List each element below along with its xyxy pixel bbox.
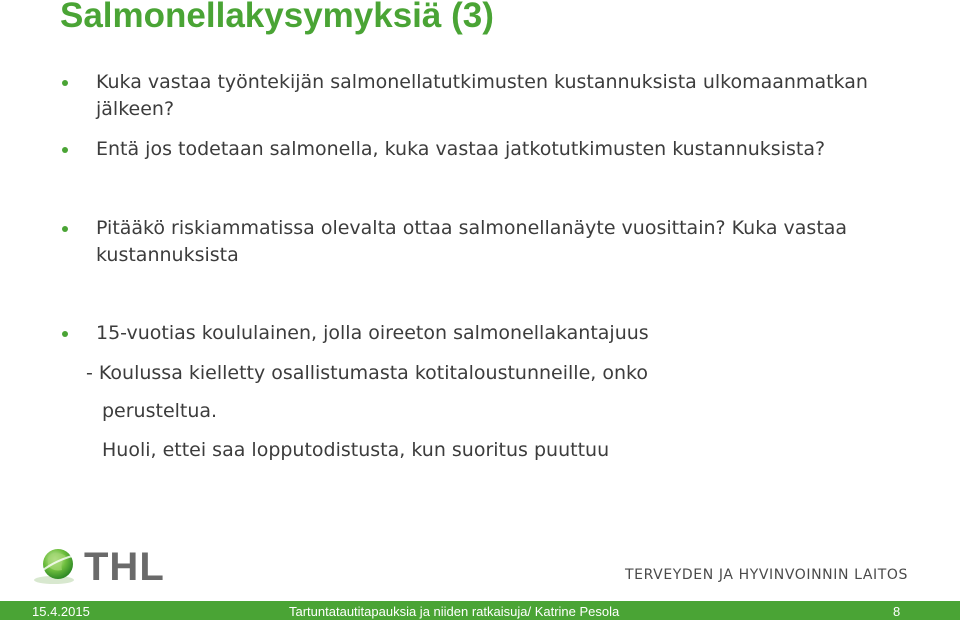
bullet-dot-icon — [62, 226, 68, 232]
organization-name: TERVEYDEN JA HYVINVOINNIN LAITOS — [624, 567, 908, 583]
bullet-text: Entä jos todetaan salmonella, kuka vastaa jatkotutkimusten kustannuksista? — [96, 138, 826, 160]
thl-logo — [34, 544, 164, 590]
bullet-dot-icon — [62, 147, 68, 153]
slide-title: Salmonellakysymyksiä (3) — [60, 0, 494, 35]
thl-logo-text: THL — [84, 545, 165, 589]
sub-paragraph: - Koulussa kielletty osallistumasta kotitaloustunneille, onko — [86, 362, 648, 384]
sub-paragraph: perusteltua. — [102, 400, 218, 422]
bullet-dot-icon — [62, 80, 68, 86]
footer-title: Tartuntatautitapauksia ja niiden ratkaisuja/ Katrine Pesola — [289, 604, 620, 619]
bullet-text: 15-vuotias koululainen, jolla oireeton salmonellakantajuus — [96, 322, 649, 344]
footer-bar — [0, 601, 960, 620]
page-number: 8 — [893, 604, 901, 619]
bullet-text: Kuka vastaa työntekijän salmonellatutkimusten kustannuksista ulkomaanmatkan jälkeen? — [96, 71, 868, 120]
bullet-text: Pitääkö riskiammatissa olevalta ottaa salmonellanäyte vuosittain? Kuka vastaa kustannuksista — [96, 217, 848, 266]
sub-paragraph: Huoli, ettei saa lopputodistusta, kun suoritus puuttuu — [102, 439, 610, 461]
bullet-dot-icon — [62, 331, 68, 337]
footer-date: 15.4.2015 — [32, 604, 90, 619]
